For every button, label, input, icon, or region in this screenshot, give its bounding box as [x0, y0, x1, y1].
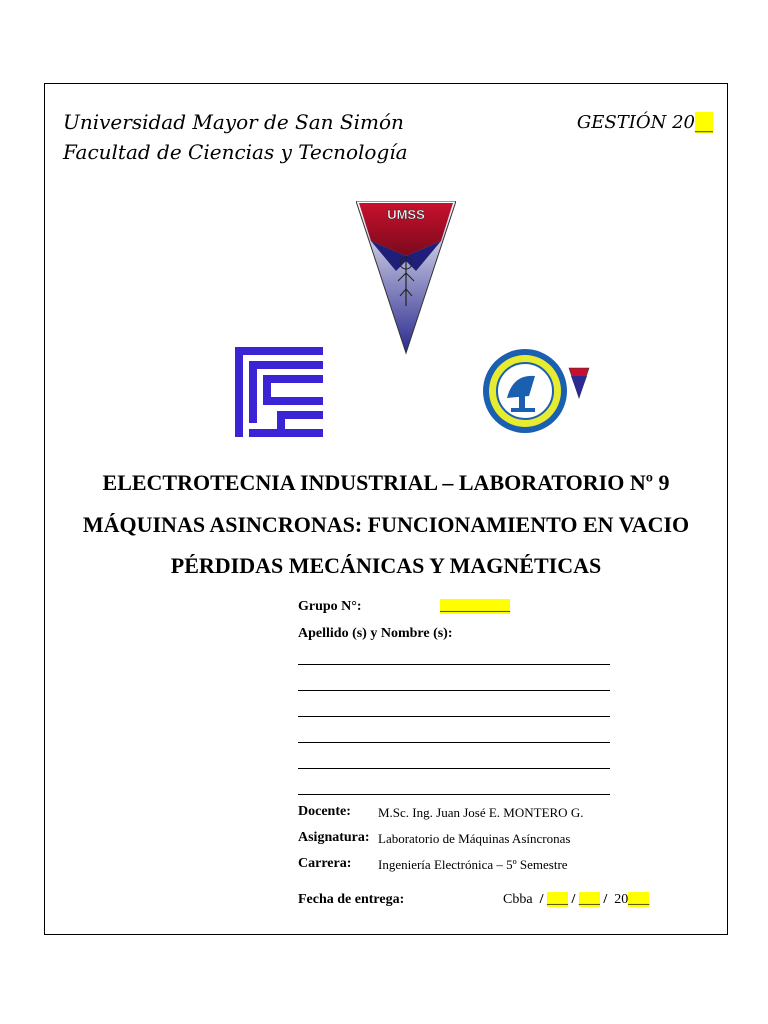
title-line-2: MÁQUINAS ASINCRONAS: FUNCIONAMIENTO EN VACIO — [82, 512, 690, 537]
docente-value: M.Sc. Ing. Juan José E. MONTERO G. — [378, 805, 584, 820]
document-frame — [44, 83, 728, 935]
name-line-1[interactable] — [298, 664, 610, 665]
asignatura-label: Asignatura: — [298, 830, 370, 845]
gestion-blank[interactable]: __ — [695, 112, 713, 133]
asignatura-value: Laboratorio de Máquinas Asíncronas — [378, 831, 571, 846]
grupo-row — [298, 599, 362, 615]
fecha-slash-1: / — [539, 892, 544, 907]
fecha-year-prefix: 20 — [614, 892, 629, 907]
name-line-3[interactable] — [298, 716, 610, 717]
names-label: Apellido (s) y Nombre (s): — [298, 626, 453, 641]
gestion-field — [577, 112, 713, 133]
asignatura-row — [298, 830, 370, 846]
umss-logo — [356, 201, 456, 356]
grupo-label: Grupo N°: — [298, 599, 362, 614]
name-line-6[interactable] — [298, 794, 610, 795]
fcyt-logo — [235, 347, 325, 437]
docente-label: Docente: — [298, 804, 351, 819]
fecha-city: Cbba — [503, 892, 533, 907]
name-line-5[interactable] — [298, 768, 610, 769]
carrera-label: Carrera: — [298, 856, 352, 871]
carrera-value: Ingeniería Electrónica – 5º Semestre — [378, 857, 568, 872]
fecha-field — [503, 892, 649, 908]
fecha-row — [298, 892, 404, 908]
fecha-slash-2: / — [571, 892, 576, 907]
faculty-name: Facultad de Ciencias y Tecnología — [63, 140, 408, 164]
grupo-blank[interactable]: __________ — [440, 599, 510, 614]
grupo-field — [440, 599, 510, 615]
names-row — [298, 626, 453, 642]
docente-row — [298, 804, 351, 820]
fecha-year-blank[interactable]: ___ — [628, 892, 650, 907]
name-line-4[interactable] — [298, 742, 610, 743]
fecha-label: Fecha de entrega: — [298, 892, 405, 907]
carrera-row — [298, 856, 351, 872]
electronica-logo — [483, 346, 593, 436]
university-name: Universidad Mayor de San Simón — [63, 110, 404, 134]
title-line-1: ELECTROTECNIA INDUSTRIAL – LABORATORIO Nº 9 — [102, 470, 670, 495]
fecha-month-blank[interactable]: ___ — [578, 892, 600, 907]
umss-logo-text: UMSS — [387, 207, 425, 222]
name-line-2[interactable] — [298, 690, 610, 691]
title-line-3: PÉRDIDAS MECÁNICAS Y MAGNÉTICAS — [170, 553, 602, 578]
fecha-day-blank[interactable]: ___ — [546, 892, 568, 907]
gestion-label: GESTIÓN 20 — [576, 112, 695, 133]
fecha-slash-3: / — [603, 892, 608, 907]
